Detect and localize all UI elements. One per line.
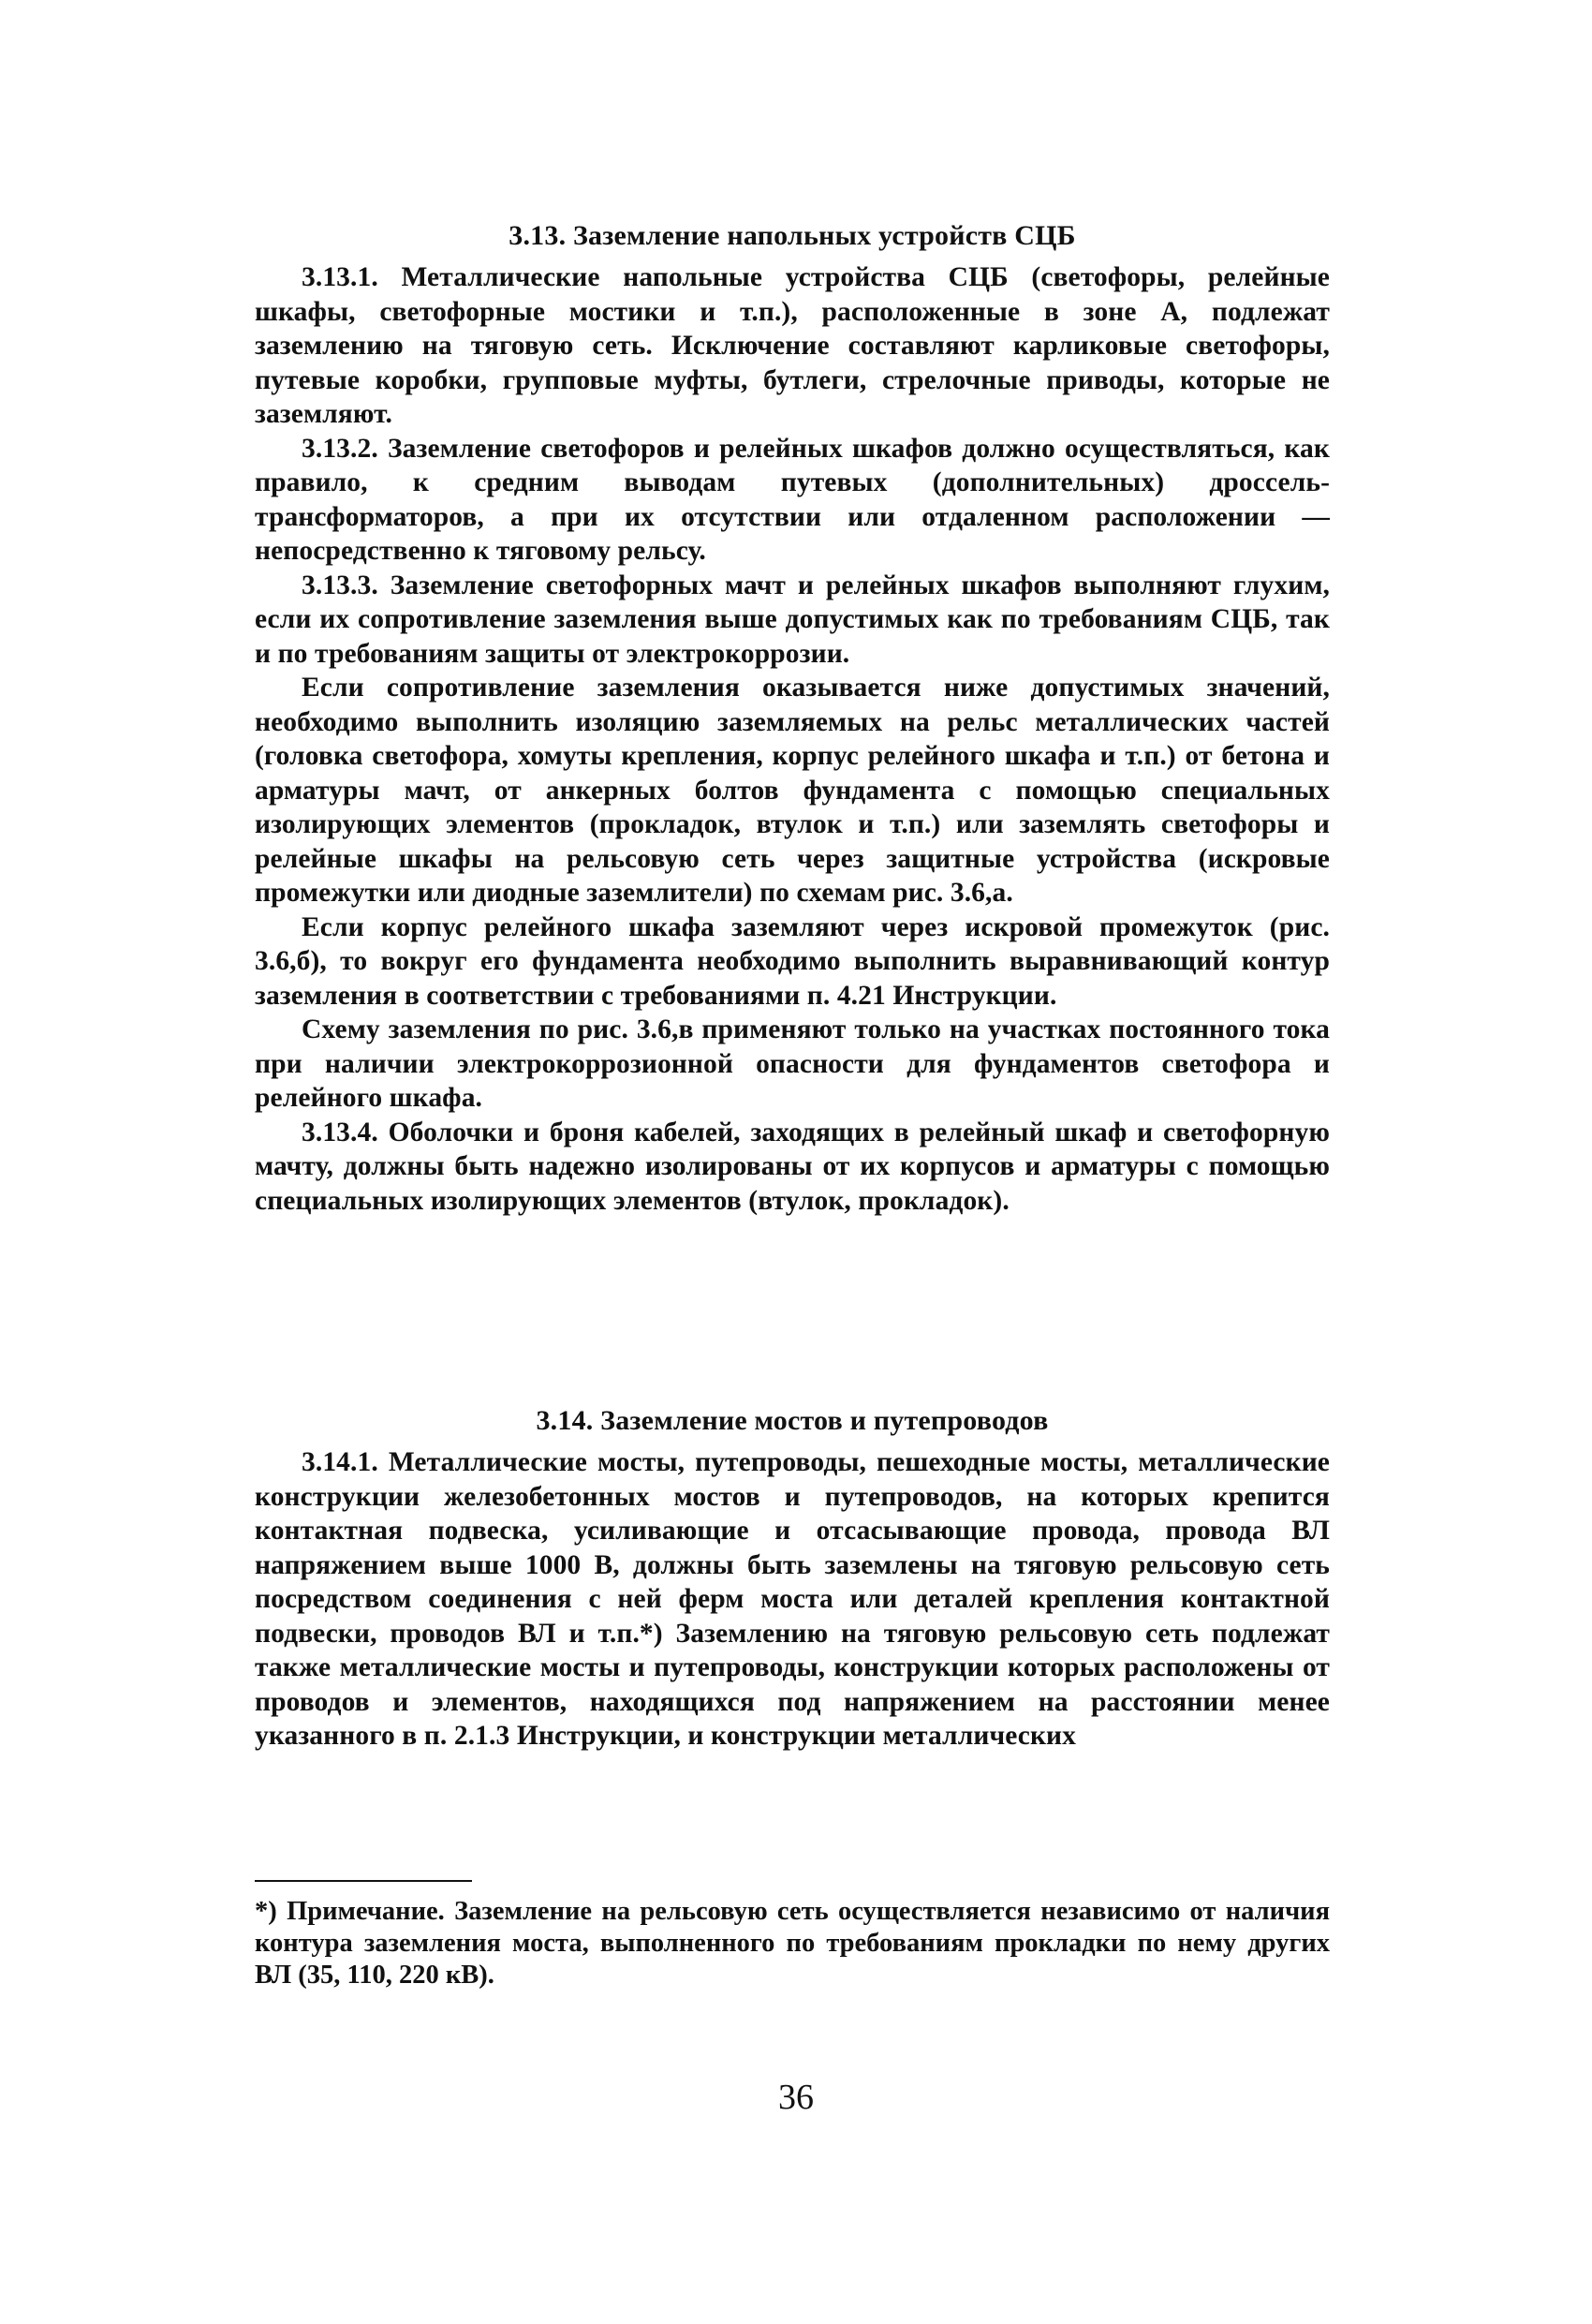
footnote: *) Примечание. Заземление на рельсовую сеть осуществляется независимо от наличия контура заземления моста, выполненного по требованиям прокладки по нему других ВЛ (35, 110, 220 кВ). (255, 1897, 1330, 1990)
paragraph: 3.14.1. Металлические мосты, путепроводы, пешеходные мосты, металлические конструкции железобетонных мостов и путепроводов, на которых крепится контактная подвеска, усиливающие и отсасывающие провода, провода ВЛ напряжением выше 1000 В, должны быть заземлены на тяговую рельсовую сеть посредством соединения с ней ферм моста или деталей крепления контактной подвески, проводов ВЛ и т.п.*) Заземлению на тяговую рельсовую сеть подлежат также металлические мосты и путепроводы, конструкции которых расположены от проводов и элементов, находящихся под напряжением на расстоянии менее указанного в п. 2.1.3 Инструкции, и конструкции металлических (255, 1447, 1330, 1751)
section-heading: 3.14. Заземление мостов и путепроводов (536, 1405, 1049, 1436)
section-3-14 (255, 1402, 1330, 1754)
section-3-13 (255, 217, 1330, 1218)
paragraph: Если корпус релейного шкафа заземляют через искровой промежуток (рис. 3.6,б), то вокруг его фундамента необходимо выполнить выравнивающий контур заземления в соответствии с требованиями п. 4.21 Инструкции. (255, 911, 1330, 1011)
paragraph: 3.13.1. Металлические напольные устройства СЦБ (светофоры, релейные шкафы, светофорные мостики и т.п.), расположенные в зоне А, подлежат заземлению на тяговую сеть. Исключение составляют карликовые светофоры, путевые коробки, групповые муфты, бутлеги, стрелочные приводы, которые не заземляют. (255, 262, 1330, 429)
paragraph: Схему заземления по рис. 3.6,в применяют только на участках постоянного тока при наличии электрокоррозионной опасности для фундаментов светофора и релейного шкафа. (255, 1014, 1330, 1113)
paragraph: 3.13.4. Оболочки и броня кабелей, заходящих в релейный шкаф и светофорную мачту, должны быть надежно изолированы от их корпусов и арматуры с помощью специальных изолирующих элементов (втулок, прокладок). (255, 1117, 1330, 1216)
paragraph: Если сопротивление заземления оказывается ниже допустимых значений, необходимо выполнить изоляцию заземляемых на рельс металлических частей (головка светофора, хомуты крепления, корпус релейного шкафа и т.п.) от бетона и арматуры мачт, от анкерных болтов фундамента с помощью специальных изолирующих элементов (прокладок, втулок и т.п.) или заземлять светофоры и релейные шкафы на рельсовую сеть через защитные устройства (искровые промежутки или диодные заземлители) по схемам рис. 3.6,а. (255, 673, 1330, 908)
page-number: 36 (778, 2078, 814, 2117)
footnote-divider (255, 1880, 472, 1882)
paragraph: 3.13.3. Заземление светофорных мачт и релейных шкафов выполняют глухим, если их сопротивление заземления выше допустимых как по требованиям СЦБ, так и по требованиям защиты от электрокоррозии. (255, 570, 1330, 669)
paragraph: 3.13.2. Заземление светофоров и релейных шкафов должно осуществляться, как правило, к средним выводам путевых (дополнительных) дроссель-трансформаторов, а при их отсутствии или отдаленном расположении — непосредственно к тяговому рельсу. (255, 433, 1330, 566)
section-heading: 3.13. Заземление напольных устройств СЦБ (509, 220, 1076, 251)
